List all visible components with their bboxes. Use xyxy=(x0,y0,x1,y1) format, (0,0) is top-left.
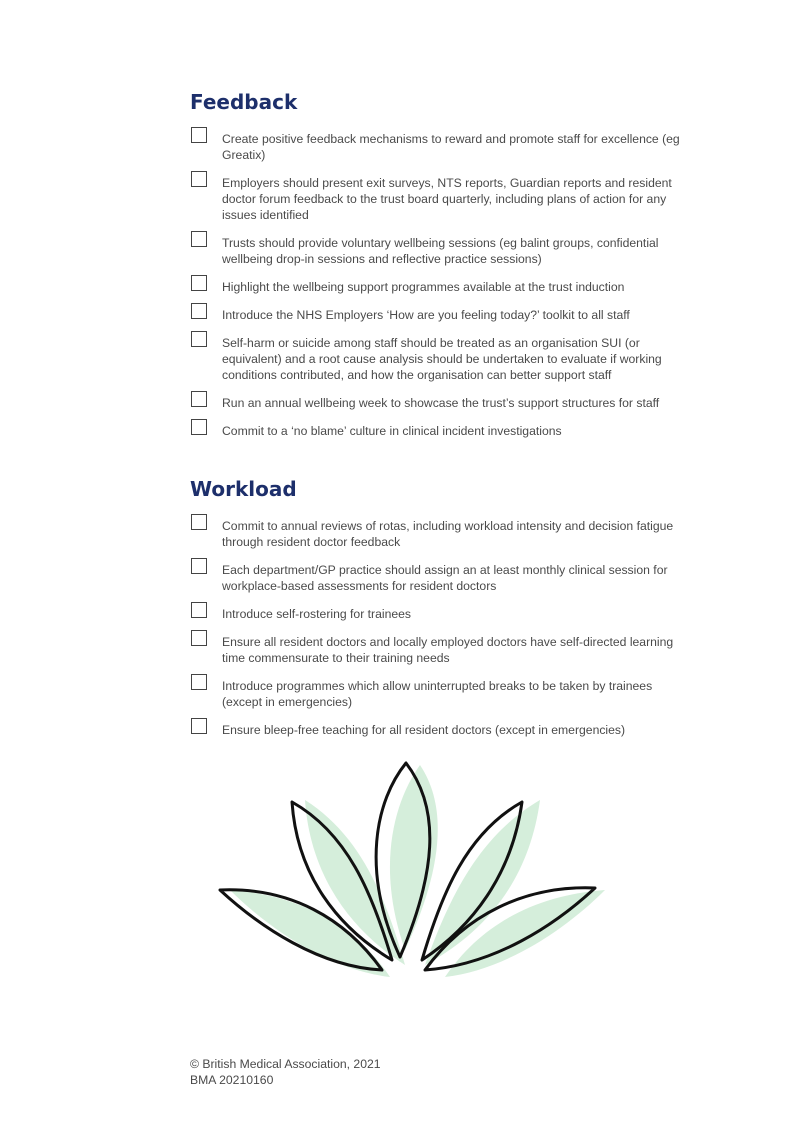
section-workload xyxy=(190,475,680,738)
checklist-content xyxy=(190,88,680,774)
lotus-flower-illustration xyxy=(210,755,610,985)
checklist-item-text: Ensure all resident doctors and locally employed doctors have self-directed learning time commensurate to their training needs xyxy=(222,635,674,665)
checkbox[interactable] xyxy=(191,602,207,618)
section-title-workload: Workload xyxy=(190,477,297,501)
checklist-item xyxy=(190,171,680,223)
checklist-item-text: Each department/GP practice should assign an at least monthly clinical session for workplace-based assessments for resident doctors xyxy=(222,563,668,593)
checklist-item-text: Commit to annual reviews of rotas, including workload intensity and decision fatigue through resident doctor feedback xyxy=(222,519,674,549)
checkbox[interactable] xyxy=(191,630,207,646)
checkbox[interactable] xyxy=(191,171,207,187)
checklist-item xyxy=(190,231,680,267)
section-feedback xyxy=(190,88,680,439)
checklist-item xyxy=(190,558,680,594)
lotus-shadow xyxy=(230,765,605,977)
checkbox[interactable] xyxy=(191,231,207,247)
checklist-item xyxy=(190,331,680,383)
checklist-item-text: Trusts should provide voluntary wellbeing sessions (eg balint groups, confidential wellbeing drop-in sessions and reflective practice sessions) xyxy=(222,236,659,266)
checklist-item xyxy=(190,419,680,439)
checkbox[interactable] xyxy=(191,275,207,291)
checklist-item xyxy=(190,674,680,710)
checklist-item-text: Introduce the NHS Employers ‘How are you feeling today?’ toolkit to all staff xyxy=(222,308,630,322)
checkbox[interactable] xyxy=(191,303,207,319)
checkbox[interactable] xyxy=(191,718,207,734)
footer xyxy=(190,1056,381,1088)
checkbox[interactable] xyxy=(191,391,207,407)
checklist-item xyxy=(190,391,680,411)
checklist-item-text: Commit to a ‘no blame’ culture in clinical incident investigations xyxy=(222,424,562,438)
section-title-feedback: Feedback xyxy=(190,90,298,114)
checkbox[interactable] xyxy=(191,558,207,574)
checklist-item-text: Ensure bleep-free teaching for all resident doctors (except in emergencies) xyxy=(222,723,626,737)
checklist-item-text: Introduce programmes which allow uninterrupted breaks to be taken by trainees (except in emergencies) xyxy=(222,679,653,709)
checkbox[interactable] xyxy=(191,127,207,143)
checklist-item xyxy=(190,303,680,323)
checklist-item-text: Self-harm or suicide among staff should be treated as an organisation SUI (or equivalent) and a root cause analysis should be undertaken to evaluate if working conditions contributed, and how the organisation can better support staff xyxy=(222,336,662,382)
checkbox[interactable] xyxy=(191,419,207,435)
checklist-workload xyxy=(190,514,680,738)
checklist-item xyxy=(190,275,680,295)
checklist-item-text: Run an annual wellbeing week to showcase the trust’s support structures for staff xyxy=(222,396,660,410)
checklist-item-text: Employers should present exit surveys, NTS reports, Guardian reports and resident doctor forum feedback to the trust board quarterly, including plans of action for any issues identified xyxy=(222,176,672,222)
checkbox[interactable] xyxy=(191,331,207,347)
footer-copyright: © British Medical Association, 2021 xyxy=(190,1057,381,1071)
checklist-item-text: Introduce self-rostering for trainees xyxy=(222,607,411,621)
checklist-item xyxy=(190,514,680,550)
checklist-item xyxy=(190,718,680,738)
checkbox[interactable] xyxy=(191,514,207,530)
checklist-item xyxy=(190,127,680,163)
checklist-feedback xyxy=(190,127,680,439)
checkbox[interactable] xyxy=(191,674,207,690)
checklist-item-text: Create positive feedback mechanisms to reward and promote staff for excellence (eg Greatix) xyxy=(222,132,680,162)
checklist-item-text: Highlight the wellbeing support programmes available at the trust induction xyxy=(222,280,625,294)
footer-document-code: BMA 20210160 xyxy=(190,1073,274,1087)
checklist-item xyxy=(190,602,680,622)
checklist-item xyxy=(190,630,680,666)
